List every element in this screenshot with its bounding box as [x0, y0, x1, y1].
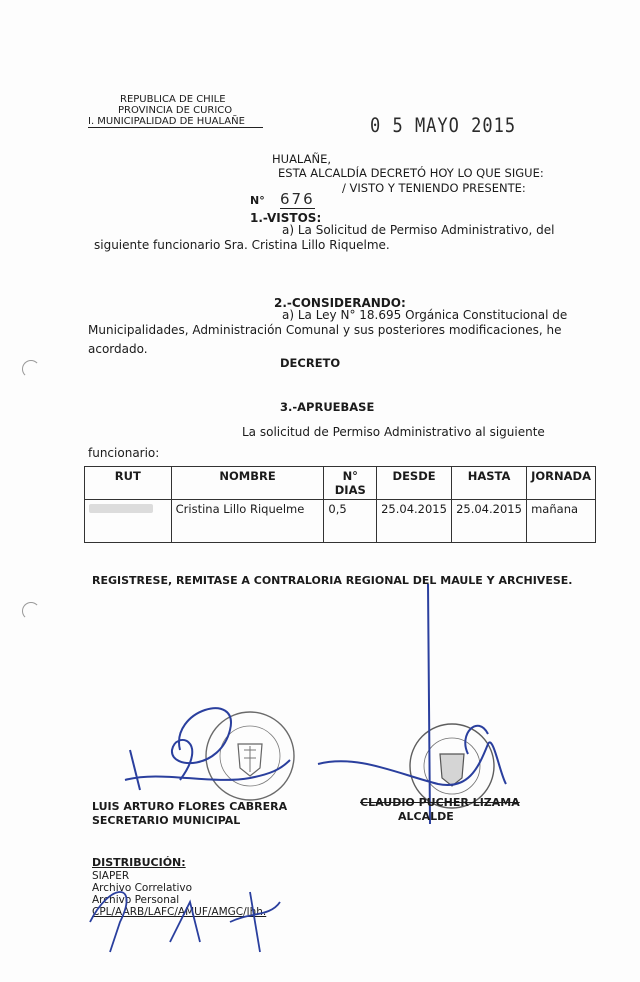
decree-number: 676 — [280, 190, 315, 208]
section-apruebase-title: 3.-APRUEBASE — [280, 400, 375, 414]
permission-table — [84, 466, 596, 543]
place: HUALAÑE, — [272, 152, 331, 166]
column-header: N° DIAS — [324, 467, 377, 500]
handwritten-signature-left — [120, 690, 300, 800]
header-municipality: I. MUNICIPALIDAD DE HUALAÑE — [88, 116, 263, 128]
signatory-right-title: ALCALDE — [398, 810, 454, 823]
column-header: NOMBRE — [171, 467, 324, 500]
table-header-row — [85, 467, 596, 500]
signatory-left-title: SECRETARIO MUNICIPAL — [92, 814, 241, 827]
section-considerando-text: a) La Ley N° 18.695 Orgánica Constitucional de — [282, 308, 568, 322]
cell-desde: 25.04.2015 — [377, 500, 452, 543]
redaction-block — [89, 504, 153, 513]
section-apruebase-text-cont: funcionario: — [88, 446, 160, 460]
cell-dias: 0,5 — [324, 500, 377, 543]
signatory-right-name: CLAUDIO PUCHER LIZAMA — [360, 796, 520, 809]
header-republic: REPUBLICA DE CHILE — [120, 94, 226, 105]
cell-nombre: Cristina Lillo Riquelme — [171, 500, 324, 543]
column-header: HASTA — [452, 467, 527, 500]
section-vistos-text: a) La Solicitud de Permiso Administrativo, del — [282, 223, 555, 237]
cell-jornada: mañana — [527, 500, 596, 543]
list-item: Archivo Personal — [92, 894, 180, 906]
handwritten-initials — [80, 862, 290, 962]
distribution-title: DISTRIBUCIÓN: — [92, 856, 186, 869]
list-item: Archivo Correlativo — [92, 882, 193, 894]
closing-statement: REGISTRESE, REMITASE A CONTRALORIA REGIONAL DEL MAULE Y ARCHIVESE. — [92, 574, 573, 587]
section-considerando-title: 2.-CONSIDERANDO: — [274, 296, 406, 310]
section-vistos-text-cont: siguiente funcionario Sra. Cristina Lillo Riquelme. — [94, 238, 390, 252]
signatory-left-name: LUIS ARTURO FLORES CABRERA — [92, 800, 288, 813]
decreto-label: DECRETO — [280, 356, 341, 370]
table-row — [85, 500, 596, 543]
rut-redacted-cell — [85, 500, 172, 543]
date-stamp: 0 5 MAYO 2015 — [370, 114, 517, 138]
section-considerando-text-cont: Municipalidades, Administración Comunal y sus posteriores modificaciones, he — [88, 323, 562, 337]
column-header: RUT — [85, 467, 172, 500]
column-header: JORNADA — [527, 467, 596, 500]
section-vistos-title: 1.-VISTOS: — [250, 211, 322, 225]
decree-intro: ESTA ALCALDÍA DECRETÓ HOY LO QUE SIGUE: — [278, 166, 544, 180]
punch-hole-mark — [22, 360, 40, 378]
list-item: SIAPER — [92, 870, 130, 882]
list-item: CPL/AARB/LAFC/AMUF/AMGC/lhh. — [92, 906, 267, 918]
punch-hole-mark — [22, 602, 40, 620]
section-apruebase-text: La solicitud de Permiso Administrativo al siguiente — [242, 425, 545, 439]
decree-number-suffix: / VISTO Y TENIENDO PRESENTE: — [342, 181, 526, 195]
column-header: DESDE — [377, 467, 452, 500]
section-considerando-text-end: acordado. — [88, 342, 148, 356]
decree-prefix-mark: N° — [250, 194, 265, 207]
cell-hasta: 25.04.2015 — [452, 500, 527, 543]
header-province: PROVINCIA DE CURICO — [118, 105, 233, 116]
